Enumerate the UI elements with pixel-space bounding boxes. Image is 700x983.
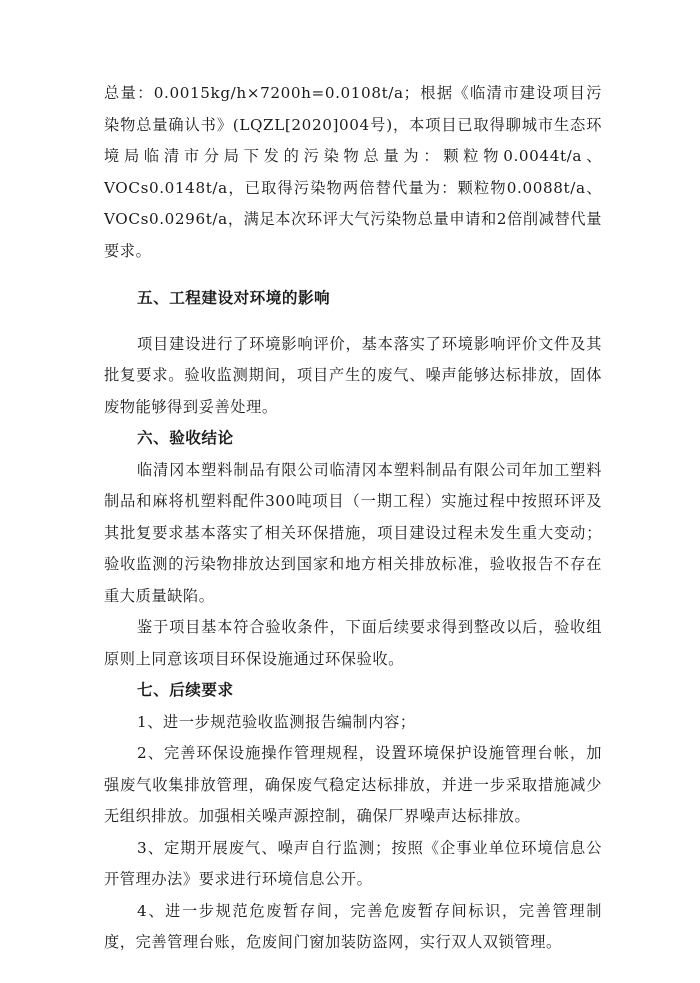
section-6-paragraph-conclusion: 临清冈本塑料制品有限公司临清冈本塑料制品有限公司年加工塑料制品和麻将机塑料配件300吨项目（一期工程）实施过程中按照环评及其批复要求基本落实了相关环保措施，项目建设过程未发生重大变动；验收监测的污染物排放达到国家和地方相关排放标准，验收报告不存在重大质量缺陷。 — [104, 460, 602, 605]
section-5-paragraph: 项目建设进行了环境影响评价，基本落实了环境影响评价文件及其批复要求。验收监测期间，项目产生的废气、噪声能够达标排放，固体废物能够得到妥善处理。 — [104, 334, 602, 416]
section-5-heading: 五、工程建设对环境的影响 — [137, 289, 331, 307]
paragraph-pollutant-totals: 总量：0.0015kg/h×7200h=0.0108t/a；根据《临清市建设项目污染物总量确认书》(LQZL[2020]004号)，本项目已取得聊城市生态环境局临清市分局下发的污染物总量为：颗粒物0.0044t/a、VOCs0.0148t/a，已取得污染物两倍替代量为：颗粒物0.0088t/a、VOCs0.0296t/a，满足本次环评大气污染物总量申请和2倍削减替代量要求。 — [104, 84, 602, 260]
section-6-paragraph-approval: 鉴于项目基本符合验收条件，下面后续要求得到整改以后，验收组原则上同意该项目环保设施通过环保验收。 — [104, 618, 602, 668]
section-6-heading: 六、验收结论 — [137, 429, 234, 447]
document-body — [104, 78, 602, 959]
follow-up-item-4: 4、进一步规范危废暂存间，完善危废暂存间标识，完善管理制度，完善管理台账，危废间门窗加装防盗网，实行双人双锁管理。 — [104, 901, 602, 951]
section-7-heading: 七、后续要求 — [137, 681, 234, 699]
follow-up-item-2: 2、完善环保设施操作管理规程，设置环境保护设施管理台帐，加强废气收集排放管理，确保废气稳定达标排放，并进一步采取措施减少无组织排放。加强相关噪声源控制，确保厂界噪声达标排放。 — [104, 744, 602, 825]
follow-up-item-3: 3、定期开展废气、噪声自行监测；按照《企事业单位环境信息公开管理办法》要求进行环境信息公开。 — [104, 838, 602, 888]
follow-up-item-1: 1、进一步规范验收监测报告编制内容； — [137, 712, 416, 731]
